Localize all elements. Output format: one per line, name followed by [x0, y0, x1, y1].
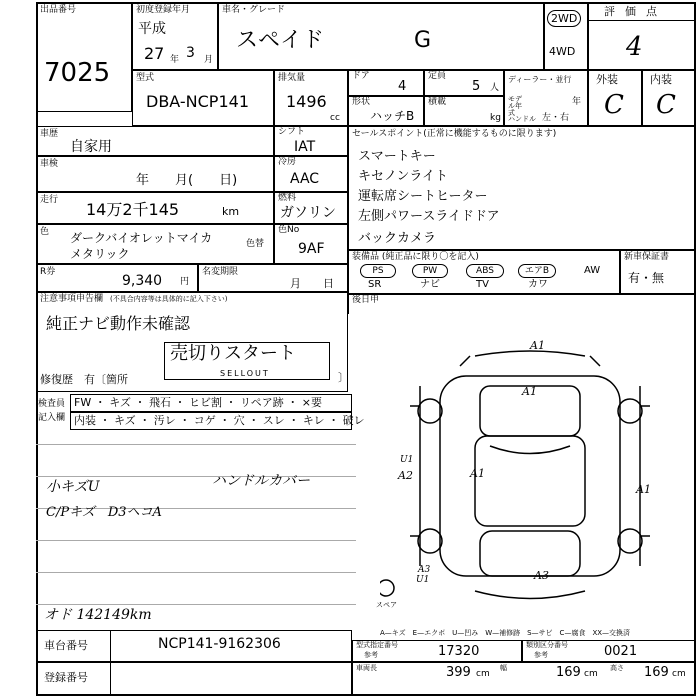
int-grade: C — [656, 90, 676, 120]
damage-mark-6: A2 — [398, 469, 413, 482]
selling-point-3: 運転席シートヒーター — [358, 189, 488, 204]
lot-box — [36, 2, 132, 112]
drive-2wd: 2WD — [547, 10, 581, 27]
ext-label: 外装 — [596, 73, 618, 86]
handwritten-note-1: 小キズU — [46, 479, 100, 495]
inspector-label1: 検査員 — [38, 399, 66, 409]
height-value: 169 — [644, 665, 669, 680]
equip-abs: ABS — [466, 264, 504, 278]
width-unit: cm — [584, 669, 598, 679]
name-change-unit: 月 日 — [290, 277, 334, 290]
handle-value: 左・右 — [542, 113, 570, 123]
reg-month-unit: 月 — [204, 55, 214, 65]
ac-value: AAC — [290, 171, 320, 187]
damage-legend: A—キズ E—エクボ U—凹み W—補修跡 S—サビ C—腐食 XX—交換済 — [380, 629, 631, 637]
reg-month: 3 — [186, 45, 195, 61]
handle-label: ハンドル — [508, 115, 536, 123]
color-no-label: 色No — [278, 225, 300, 235]
equip-aw: AW — [584, 265, 601, 276]
length-label: 車両長 — [356, 664, 377, 672]
damage-mark-1: A1 — [530, 339, 545, 352]
history-label: 車歴 — [40, 129, 59, 139]
fuel-label: 燃料 — [278, 193, 297, 203]
model-year-label: モデル年式 — [508, 95, 522, 117]
selling-point-2: キセノンライト — [358, 169, 448, 184]
mileage-unit: km — [222, 205, 240, 218]
shaken-value: 年 月( 日) — [136, 173, 238, 188]
spare-label: スペア — [376, 601, 397, 609]
inspector-label2: 記入欄 — [38, 413, 66, 423]
width-label: 幅 — [500, 664, 507, 672]
color-line1: ダークバイオレットマイカ — [70, 231, 213, 245]
dealer-label: ディーラー・並行 — [508, 75, 572, 84]
history-value: 自家用 — [70, 139, 112, 155]
inspector-row2-text: 内装 ・ キズ ・ 汚レ ・ コゲ ・ 穴 ・ スレ ・ キレ ・ 破レ — [74, 414, 365, 427]
equip-ps: PS — [360, 264, 396, 278]
chassis-label: 車台番号 — [44, 639, 88, 652]
ext-grade: C — [604, 90, 624, 120]
mileage-value: 14万2千145 — [86, 200, 180, 219]
equip-pw: PW — [412, 264, 448, 278]
recycle-row — [36, 264, 198, 292]
length-value: 399 — [446, 665, 471, 680]
sellout-stamp-main: 売切りスタート — [170, 343, 296, 364]
chassis-value: NCP141-9162306 — [158, 636, 281, 652]
name-label: 車名・グレード — [222, 5, 286, 15]
damage-mark-4: A1 — [470, 467, 485, 480]
rear-seat-label: 後日申 — [352, 295, 380, 305]
equip-leather: カワ — [528, 279, 548, 290]
recycle-label: R券 — [40, 267, 56, 277]
rear-seat-box — [348, 294, 696, 314]
category-label: 類別区分番号 — [526, 641, 568, 649]
lot-number: 7025 — [44, 58, 111, 88]
selling-point-4: 左側パワースライドドア — [358, 209, 500, 224]
damage-mark-8: U1 — [416, 575, 430, 585]
shift-label: シフト — [278, 127, 306, 137]
height-unit: cm — [672, 669, 686, 679]
damage-mark-2: A1 — [522, 385, 537, 398]
repair-label: 修復歴 有〔箇所 — [40, 373, 128, 386]
notes-text: 純正ナビ動作未確認 — [46, 314, 191, 333]
reg-year-unit: 年 — [170, 55, 180, 65]
ac-label: 冷房 — [278, 157, 297, 167]
rating-label: 評価点 — [604, 5, 667, 18]
color-code-value: 9AF — [298, 241, 325, 257]
mileage-label: 走行 — [40, 195, 59, 205]
seats-label: 定員 — [428, 71, 447, 81]
shift-value: IAT — [294, 139, 316, 155]
shape-value: ハッチB — [370, 109, 415, 123]
category-value: 0021 — [604, 644, 638, 659]
fuel-value: ガソリン — [280, 205, 336, 221]
rating-value: 4 — [626, 32, 643, 62]
displacement-label: 排気量 — [278, 73, 306, 83]
notes-label: 注意事項申告欄 — [40, 294, 104, 304]
type-designation-value: 17320 — [438, 644, 480, 659]
model-value: DBA-NCP141 — [146, 92, 249, 111]
selling-point-1: スマートキー — [358, 149, 436, 164]
reg-era: 平成 — [138, 21, 166, 37]
drive-4wd: 4WD — [549, 45, 576, 58]
load-label: 積載 — [428, 97, 447, 107]
damage-mark-3: A1 — [636, 483, 651, 496]
equip-airbag: エアB — [518, 264, 556, 278]
warranty-label: 新車保証書 — [624, 252, 670, 262]
category-sub: 参考 — [534, 651, 548, 659]
equip-sr: SR — [368, 279, 382, 290]
shape-label: 形状 — [352, 97, 371, 107]
load-unit: kg — [490, 113, 501, 123]
color-code-label: 色替 — [246, 239, 265, 249]
inspector-row1-text: FW ・ キズ ・ 飛石 ・ ヒビ割 ・ リペア跡 ・ ×要 — [74, 396, 322, 409]
damage-mark-9: A3 — [534, 569, 549, 582]
seats-value: 5 — [472, 79, 481, 94]
seats-unit: 人 — [490, 83, 500, 93]
length-unit: cm — [476, 669, 490, 679]
warranty-value: 有・無 — [628, 271, 665, 285]
model-year-unit: 年 — [572, 97, 582, 107]
reg-number-label: 登録番号 — [44, 671, 88, 684]
name-change-label: 名変期限 — [202, 267, 239, 277]
type-designation-sub: 参考 — [364, 651, 378, 659]
color-label: 色 — [40, 227, 50, 237]
notes-sublabel: (不具合内容等は具体的に記入下さい) — [110, 295, 228, 303]
damage-mark-7: A3 — [418, 565, 431, 575]
type-designation-label: 型式指定番号 — [356, 641, 398, 649]
displacement-value: 1496 — [286, 92, 327, 111]
car-name: スペイド — [236, 28, 325, 53]
doors-label: ドア — [352, 71, 370, 81]
lot-label: 出品番号 — [40, 5, 77, 15]
color-line2: メタリック — [70, 247, 130, 261]
handwritten-note-2: C/Pキズ D3ヘコA — [46, 505, 162, 520]
repair-bracket: 〕 — [338, 371, 349, 384]
selling-points-label: セールスポイント(正常に機能するものに限ります) — [352, 129, 557, 139]
displacement-unit: cc — [330, 113, 340, 123]
handwritten-note-3: ハンドルカバー — [212, 473, 310, 489]
damage-mark-5: U1 — [400, 455, 414, 465]
shaken-label: 車検 — [40, 159, 59, 169]
model-label: 型式 — [136, 73, 155, 83]
reg-year: 27 — [144, 44, 165, 63]
selling-point-5: バックカメラ — [358, 231, 437, 246]
handwritten-mileage-note: オド 142149km — [44, 607, 152, 623]
recycle-unit: 円 — [180, 277, 190, 287]
doors-value: 4 — [398, 79, 407, 94]
sellout-stamp-sub: SELLOUT — [220, 369, 270, 378]
recycle-value: 9,340 — [122, 273, 163, 289]
reg-label: 初度登録年月 — [136, 5, 191, 15]
equipment-label: 装備品 (純正品に限り〇を記入) — [352, 252, 479, 262]
height-label: 高さ — [610, 664, 624, 672]
width-value: 169 — [556, 665, 581, 680]
equip-tv: TV — [476, 279, 489, 290]
car-grade: G — [414, 28, 432, 53]
int-label: 内装 — [650, 73, 672, 86]
equip-navi: ナビ — [420, 279, 440, 290]
